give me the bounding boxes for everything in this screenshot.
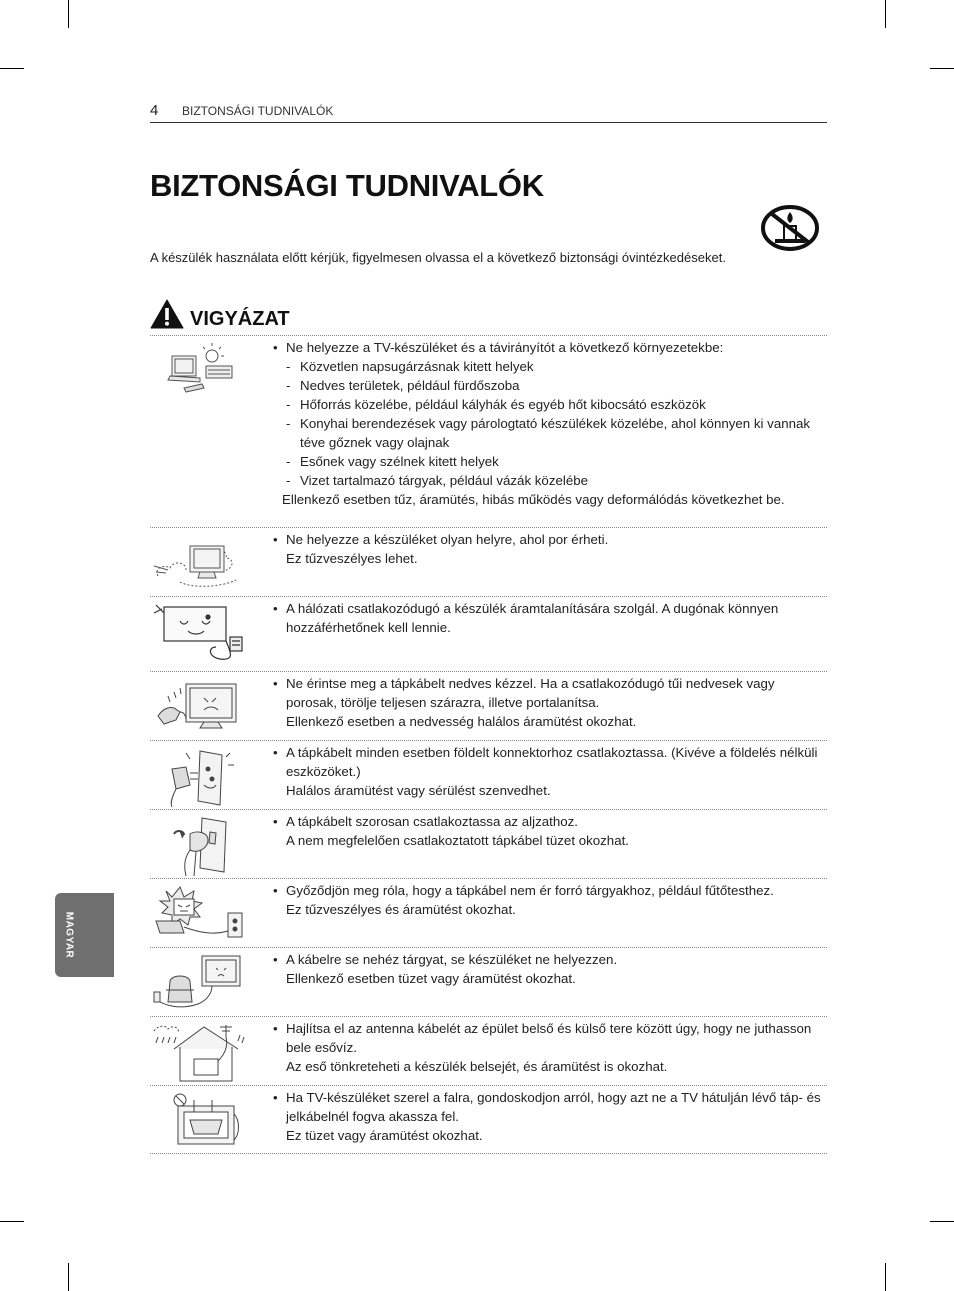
item-bullet: • A hálózati csatlakozódugó a készülék áramtalanítására szolgál. A dugónak könnyen hozzáférhetőnek kell lennie. bbox=[273, 599, 827, 637]
crop-mark bbox=[885, 0, 886, 28]
item-dash: - Vizet tartalmazó tárgyak, például vázák közelébe bbox=[273, 471, 827, 490]
safety-list bbox=[150, 335, 827, 1154]
item-sub: Ez tűzveszélyes lehet. bbox=[286, 551, 418, 566]
item-dash: - Hőforrás közelébe, például kályhák és egyéb hőt kibocsátó eszközök bbox=[273, 395, 827, 414]
item-dash: - Nedves területek, például fürdőszoba bbox=[273, 376, 827, 395]
safety-item bbox=[150, 809, 827, 878]
item-sub: A nem megfelelően csatlakoztatott tápkábel tüzet okozhat. bbox=[286, 833, 629, 848]
language-tab-label: MAGYAR bbox=[63, 911, 75, 959]
grounded-outlet-illustration-icon bbox=[150, 745, 250, 807]
heavy-object-cable-illustration-icon bbox=[150, 952, 250, 1014]
tv-dust-illustration-icon bbox=[150, 532, 250, 594]
safety-item bbox=[150, 878, 827, 947]
page-header bbox=[150, 102, 827, 123]
warning-triangle-icon bbox=[150, 299, 184, 329]
item-dash: - Konyhai berendezések vagy párologtató készülékek közelébe, ahol könnyen ki vannak téve gőznek vagy olajnak bbox=[273, 414, 827, 452]
wall-mount-cable-illustration-icon bbox=[150, 1090, 250, 1152]
safety-item bbox=[150, 947, 827, 1016]
item-bullet: • Ne érintse meg a tápkábelt nedves kézzel. Ha a csatlakozódugó tűi nedvesek vagy porosak, törölje teljesen szárazra, illetve portalanítsa. bbox=[273, 674, 827, 712]
item-sub: Halálos áramütést vagy sérülést szenvedhet. bbox=[286, 783, 551, 798]
item-dash: - Esőnek vagy szélnek kitett helyek bbox=[273, 452, 827, 471]
antenna-rain-house-illustration-icon bbox=[150, 1021, 250, 1083]
item-sub: Az eső tönkreteheti a készülék belsejét, és áramütést is okozhat. bbox=[286, 1059, 668, 1074]
plug-insert-illustration-icon bbox=[150, 814, 250, 876]
safety-item bbox=[150, 671, 827, 740]
item-bullet: • Ne helyezze a TV-készüléket és a távirányítót a következő környezetekbe: bbox=[273, 338, 827, 357]
item-sub: Ellenkező esetben tüzet vagy áramütést okozhat. bbox=[286, 971, 576, 986]
no-open-flame-icon bbox=[760, 204, 820, 252]
item-bullet: • Győződjön meg róla, hogy a tápkábel nem ér forró tárgyakhoz, például fűtőtesthez. bbox=[273, 881, 827, 900]
item-bullet: • Ha TV-készüléket szerel a falra, gondoskodjon arról, hogy azt ne a TV hátulján lévő táp- és jelkábelnél fogva akassza fel. bbox=[273, 1088, 827, 1126]
crop-mark bbox=[68, 1263, 69, 1291]
tv-sun-heater-illustration-icon bbox=[150, 340, 250, 402]
page-number: 4 bbox=[150, 102, 159, 119]
safety-item bbox=[150, 596, 827, 671]
item-bullet: • Ne helyezze a készüléket olyan helyre, ahol por érheti. bbox=[273, 530, 827, 549]
safety-item bbox=[150, 740, 827, 809]
item-dash: - Közvetlen napsugárzásnak kitett helyek bbox=[273, 357, 827, 376]
crop-mark bbox=[68, 0, 69, 28]
hot-cable-illustration-icon bbox=[150, 883, 250, 945]
item-sub: Ez tűzveszélyes és áramütést okozhat. bbox=[286, 902, 516, 917]
item-sub: Ez tüzet vagy áramütést okozhat. bbox=[286, 1128, 483, 1143]
safety-item bbox=[150, 1085, 827, 1154]
item-bullet: • A tápkábelt minden esetben földelt konnektorhoz csatlakoztassa. (Kivéve a földelés nélküli eszközöket.) bbox=[273, 743, 827, 781]
item-sub: Ellenkező esetben a nedvesség halálos áramütést okozhat. bbox=[286, 714, 637, 729]
item-bullet: • A kábelre se nehéz tárgyat, se készüléket ne helyezzen. bbox=[273, 950, 827, 969]
crop-mark bbox=[885, 1263, 886, 1291]
crop-mark bbox=[0, 1221, 24, 1222]
language-tab bbox=[55, 893, 114, 977]
caution-heading bbox=[150, 297, 827, 335]
item-note: Ellenkező esetben tűz, áramütés, hibás működés vagy deformálódás következhet be. bbox=[282, 492, 785, 507]
crop-mark bbox=[930, 1221, 954, 1222]
safety-item bbox=[150, 527, 827, 596]
wet-hand-plug-illustration-icon bbox=[150, 676, 250, 738]
tv-power-plug-illustration-icon bbox=[150, 601, 250, 663]
running-title: BIZTONSÁGI TUDNIVALÓK bbox=[182, 104, 334, 118]
crop-mark bbox=[930, 68, 954, 69]
crop-mark bbox=[0, 68, 24, 69]
item-bullet: • A tápkábelt szorosan csatlakoztassa az aljzathoz. bbox=[273, 812, 827, 831]
caution-label: VIGYÁZAT bbox=[190, 308, 290, 330]
page-title: BIZTONSÁGI TUDNIVALÓK bbox=[150, 168, 544, 203]
safety-item bbox=[150, 335, 827, 527]
intro-text: A készülék használata előtt kérjük, figyelmesen olvassa el a következő biztonsági óvintézkedéseket. bbox=[150, 250, 726, 265]
item-bullet: • Hajlítsa el az antenna kábelét az épület belső és külső tere között úgy, hogy ne juthasson bele esővíz. bbox=[273, 1019, 827, 1057]
safety-item bbox=[150, 1016, 827, 1085]
